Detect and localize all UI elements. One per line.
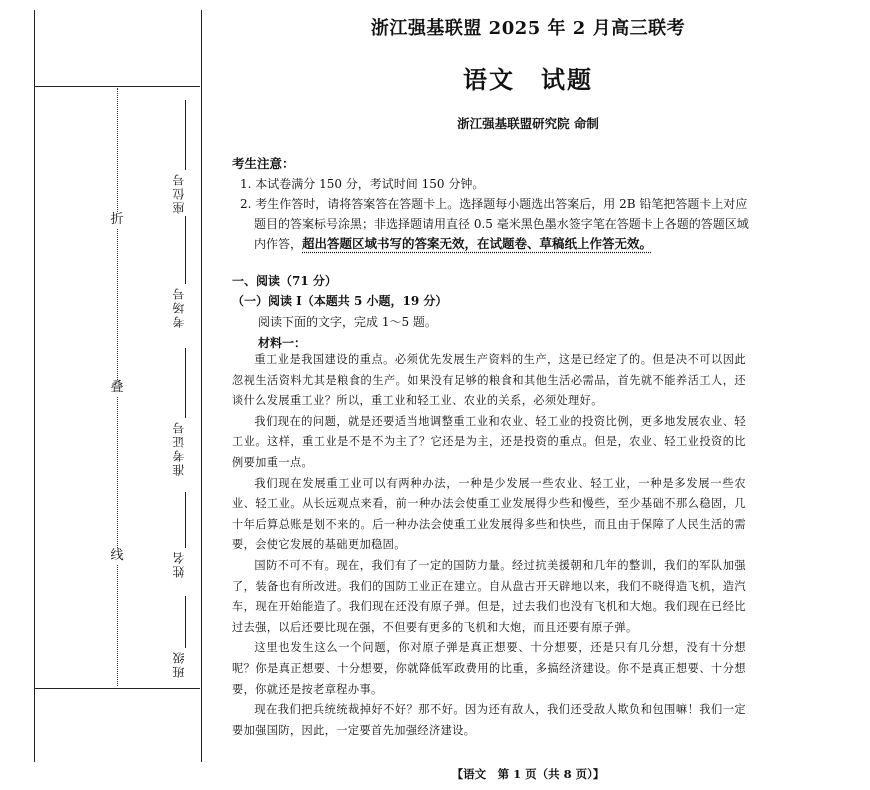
margin-bottom-rule	[34, 688, 200, 689]
paragraph: 我们现在发展重工业可以有两种办法，一种是少发展一些农业、轻工业，一种是多发展一些农业、轻工业。从长远观点来看，前一种办法会使重工业发展得少些和慢些，至少基础不那么稳固，几十年后算总账是划不来的。后一种办法会使重工业发展得多些和快些，而且由于保障了人民生活的需要，会使它发展的基础更加稳固。	[232, 476, 746, 552]
name-line[interactable]	[185, 492, 186, 548]
subject-title: 语文 试题	[463, 65, 593, 94]
sub-section-heading: （一）阅读 Ⅰ（本题共 5 小题，19 分）	[232, 294, 448, 308]
notice-item-2-text: 2. 考生作答时，请将答案答在答题卡上。选择题每小题选出答案后，用 2B 铅笔把答题卡上对应题目的答案标号涂黑；非选择题请用直径 0.5 毫米黑色墨水签字笔在答题卡上各题的答题区域内作答，	[240, 197, 749, 251]
seat-number-line[interactable]	[185, 100, 186, 170]
exam-title: 浙江强基联盟 2025 年 2 月高三联考	[370, 18, 686, 39]
notice-item-1: 1. 本试卷满分 150 分，考试时间 150 分钟。	[240, 177, 485, 191]
material-label: 材料一：	[258, 336, 307, 350]
paragraph: 国防不可不有。现在，我们有了一定的国防力量。经过抗美援朝和几年的整训，我们的军队加强了，装备也有所改进。我们的国防工业正在建立。自从盘古开天辟地以来，我们不晓得造飞机，造汽车，现在开始能造了。我们现在还没有原子弹。但是，过去我们也没有飞机和大炮。我们现在已经比过去强，以后还要比现在强，不但要有更多的飞机和大炮，而且还要有原子弹。	[232, 558, 746, 634]
paragraph: 这里也发生这么一个问题，你对原子弹是真正想要、十分想要，还是只有几分想，没有十分想呢？你是真正想要、十分想要，你就降低军政费用的比重，多搞经济建设。你不是真正想要、十分想要，你就还是按老章程办事。	[232, 641, 746, 696]
class-line[interactable]	[185, 596, 186, 648]
class-field	[168, 650, 190, 678]
exam-room-field	[168, 286, 190, 328]
maker-line: 浙江强基联盟研究院 命制	[457, 116, 599, 131]
page-footer: 【语文 第 1 页（共 8 页）】	[451, 767, 605, 781]
exam-room-label: 考场号	[172, 286, 186, 328]
notice-title: 考生注意：	[232, 156, 295, 171]
fold-char-1: 折	[110, 212, 124, 227]
seat-number-field	[168, 172, 190, 214]
notice-item-2-emphasis: 超出答题区域书写的答案无效，在试题卷、草稿纸上作答无效。	[302, 236, 653, 251]
fold-char-2: 叠	[110, 380, 124, 395]
paragraph: 我们现在的问题，就是还要适当地调整重工业和农业、轻工业的投资比例，更多地发展农业、轻工业。这样，重工业是不是不为主了？它还是为主，还是投资的重点。但是，农业、轻工业投资的比例要加重一点。	[232, 414, 746, 469]
material-text	[232, 350, 746, 741]
exam-notice	[232, 154, 752, 254]
ticket-number-field	[168, 420, 190, 476]
exam-room-line[interactable]	[185, 216, 186, 284]
class-label: 班级	[172, 650, 186, 678]
paragraph: 重工业是我国建设的重点。必须优先发展生产资料的生产，这是已经定了的。但是决不可以因此忽视生活资料尤其是粮食的生产。如果没有足够的粮食和其他生活必需品，首先就不能养活工人，还谈什么发展重工业？所以，重工业和轻工业、农业的关系，必须处理好。	[232, 353, 746, 408]
name-label: 姓名	[172, 550, 186, 578]
margin-top-rule	[34, 86, 200, 87]
paragraph: 现在我们把兵统统裁掉好不好？那不好。因为还有敌人，我们还受敌人欺负和包围嘛！我们一定要加强国防，因此，一定要首先加强经济建设。	[232, 703, 746, 737]
name-field	[168, 550, 190, 578]
seat-number-label: 座位号	[172, 172, 186, 214]
fold-char-3: 线	[110, 548, 124, 563]
section-heading: 一、阅读（71 分）	[232, 274, 337, 288]
notice-item-2	[232, 194, 752, 254]
ticket-number-label: 准考证号	[172, 420, 186, 476]
reading-instruction: 阅读下面的文字，完成 1～5 题。	[258, 315, 437, 329]
ticket-number-line[interactable]	[185, 348, 186, 418]
